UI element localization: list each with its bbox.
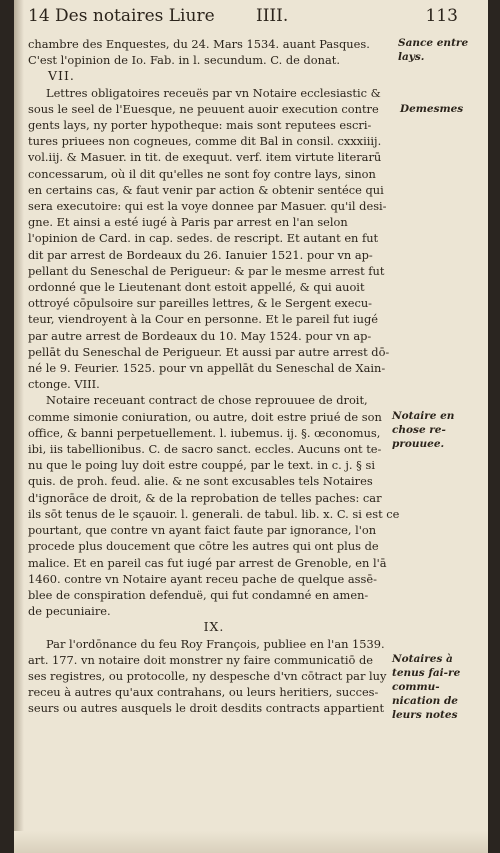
- text-line: quis. de proh. feud. alie. & ne sont excusables tels Notaires: [28, 474, 373, 489]
- text-line: de pecuniaire.: [28, 604, 111, 619]
- text-line: chambre des Enquestes, du 24. Mars 1534. auant Pasques.: [28, 37, 370, 51]
- text-line: office, & banni perpetuellement. l. iubemus. ij. §. œconomus,: [28, 425, 381, 440]
- text-line: Par l'ordōnance du feu Roy François, publiee en l'an 1539.: [46, 636, 385, 651]
- text-line: dit par arrest de Bordeaux du 26. Ianuier 1521. pour vn ap-: [28, 247, 373, 262]
- text-line: teur, viendroyent à la Cour en personne. Et le pareil fut iugé: [28, 312, 378, 327]
- text-line: 1460. contre vn Notaire ayant receu pache de quelque assē-: [28, 571, 377, 586]
- text-line: ottroyé cōpulsoire sur pareilles lettres, & le Sergent execu-: [28, 296, 373, 311]
- text-line: d'ignorāce de droit, & de la reprobation de telles paches: car: [28, 490, 382, 505]
- text-line: pourtant, que contre vn ayant faict faute par ignorance, l'on: [28, 523, 377, 538]
- margin-note-demesmes: Demesmes: [400, 103, 464, 115]
- text-line: nu que le poing luy doit estre couppé, par le text. in c. j. § si: [28, 458, 375, 473]
- text-line: gne. Et ainsi a esté iugé à Paris par arrest en l'an selon: [28, 215, 348, 230]
- text-line: comme simonie coniuration, ou autre, doit estre priué de son: [28, 409, 382, 424]
- text-line: pellant du Seneschal de Perigueur: & par le mesme arrest fut: [28, 263, 385, 278]
- text-line: gents lays, ny porter hypotheque: mais sont reputees escri-: [28, 118, 372, 133]
- text-line: procede plus doucement que cōtre les autres qui ont plus de: [28, 539, 379, 554]
- text-line: sous le seel de l'Euesque, ne peuuent auoir execution contre: [28, 101, 379, 116]
- margin-note-notaires: Notaires à tenus fai-re commu-nication de leurs notes: [392, 653, 461, 721]
- text-line: ctonge. VIII.: [28, 377, 100, 392]
- text-line: Lettres obligatoires receuës par vn Notaire ecclesiastic &: [46, 85, 381, 100]
- text-line: ordonné que le Lieutenant dont estoit appellé, & qui auoit: [28, 280, 365, 295]
- text-line: concessarum, où il dit qu'elles ne sont foy contre lays, sinon: [28, 166, 376, 181]
- section-number: IX.: [203, 619, 225, 635]
- folio-number: 14: [28, 6, 50, 26]
- text-line: pellāt du Seneschal de Perigueur. Et aussi par autre arrest dō-: [28, 344, 390, 359]
- text-line: tures priuees non cogneues, comme dit Bal in consil. cxxxiiij.: [28, 134, 382, 149]
- section-number: VII.: [48, 68, 75, 84]
- text-line: ses registres, ou protocolle, ny despesche d'vn cōtract par luy: [28, 668, 387, 683]
- text-line: sera executoire: qui est la voye donnee par Masuer. qu'il desi-: [28, 199, 387, 214]
- book-page: [14, 0, 488, 853]
- margin-note-sance: Sance entre lays.: [398, 37, 469, 63]
- text-line: receu à autres qu'aux contrahans, ou leurs heritiers, succes-: [28, 685, 379, 700]
- text-line: blee de conspiration defenduë, qui fut condamné en amen-: [28, 587, 369, 602]
- text-line: malice. Et en pareil cas fut iugé par arrest de Grenoble, en l'ā: [28, 555, 387, 570]
- page-bottom-edge: [14, 831, 488, 853]
- margin-note-notaire: Notaire en chose re-prouuee.: [392, 410, 455, 450]
- page-number: 113: [425, 6, 458, 26]
- text-line: seurs ou autres ausquels le droit desdits contracts appartient: [28, 701, 385, 716]
- text-line: par autre arrest de Bordeaux du 10. May 1524. pour vn ap-: [28, 328, 372, 343]
- text-line: C'est l'opinion de Io. Fab. in l. secundum. C. de donat.: [28, 53, 340, 68]
- running-header: [28, 6, 458, 30]
- header-title: Des notaires Liure: [55, 6, 215, 26]
- text-line: l'opinion de Card. in cap. sedes. de rescript. Et autant en fut: [28, 231, 379, 246]
- book-number: IIII.: [256, 6, 289, 26]
- page-gutter: [14, 0, 24, 853]
- main-text-column: [28, 36, 400, 717]
- text-line: Notaire receuant contract de chose reprouuee de droit,: [46, 393, 368, 408]
- text-line: ils sōt tenus de le sçauoir. l. generali. de tabul. lib. x. C. si est ce: [28, 506, 400, 521]
- text-line: en certains cas, & faut venir par action & obtenir sentéce qui: [28, 182, 384, 197]
- text-line: art. 177. vn notaire doit monstrer ny faire communicatiō de: [28, 652, 374, 667]
- text-line: ibi, iis tabellionibus. C. de sacro sanct. eccles. Aucuns ont te-: [28, 442, 382, 457]
- text-line: né le 9. Feurier. 1525. pour vn appellāt du Seneschal de Xain-: [28, 361, 386, 376]
- text-line: vol.iij. & Masuer. in tit. de exequut. verf. item virtute literarū: [28, 150, 382, 165]
